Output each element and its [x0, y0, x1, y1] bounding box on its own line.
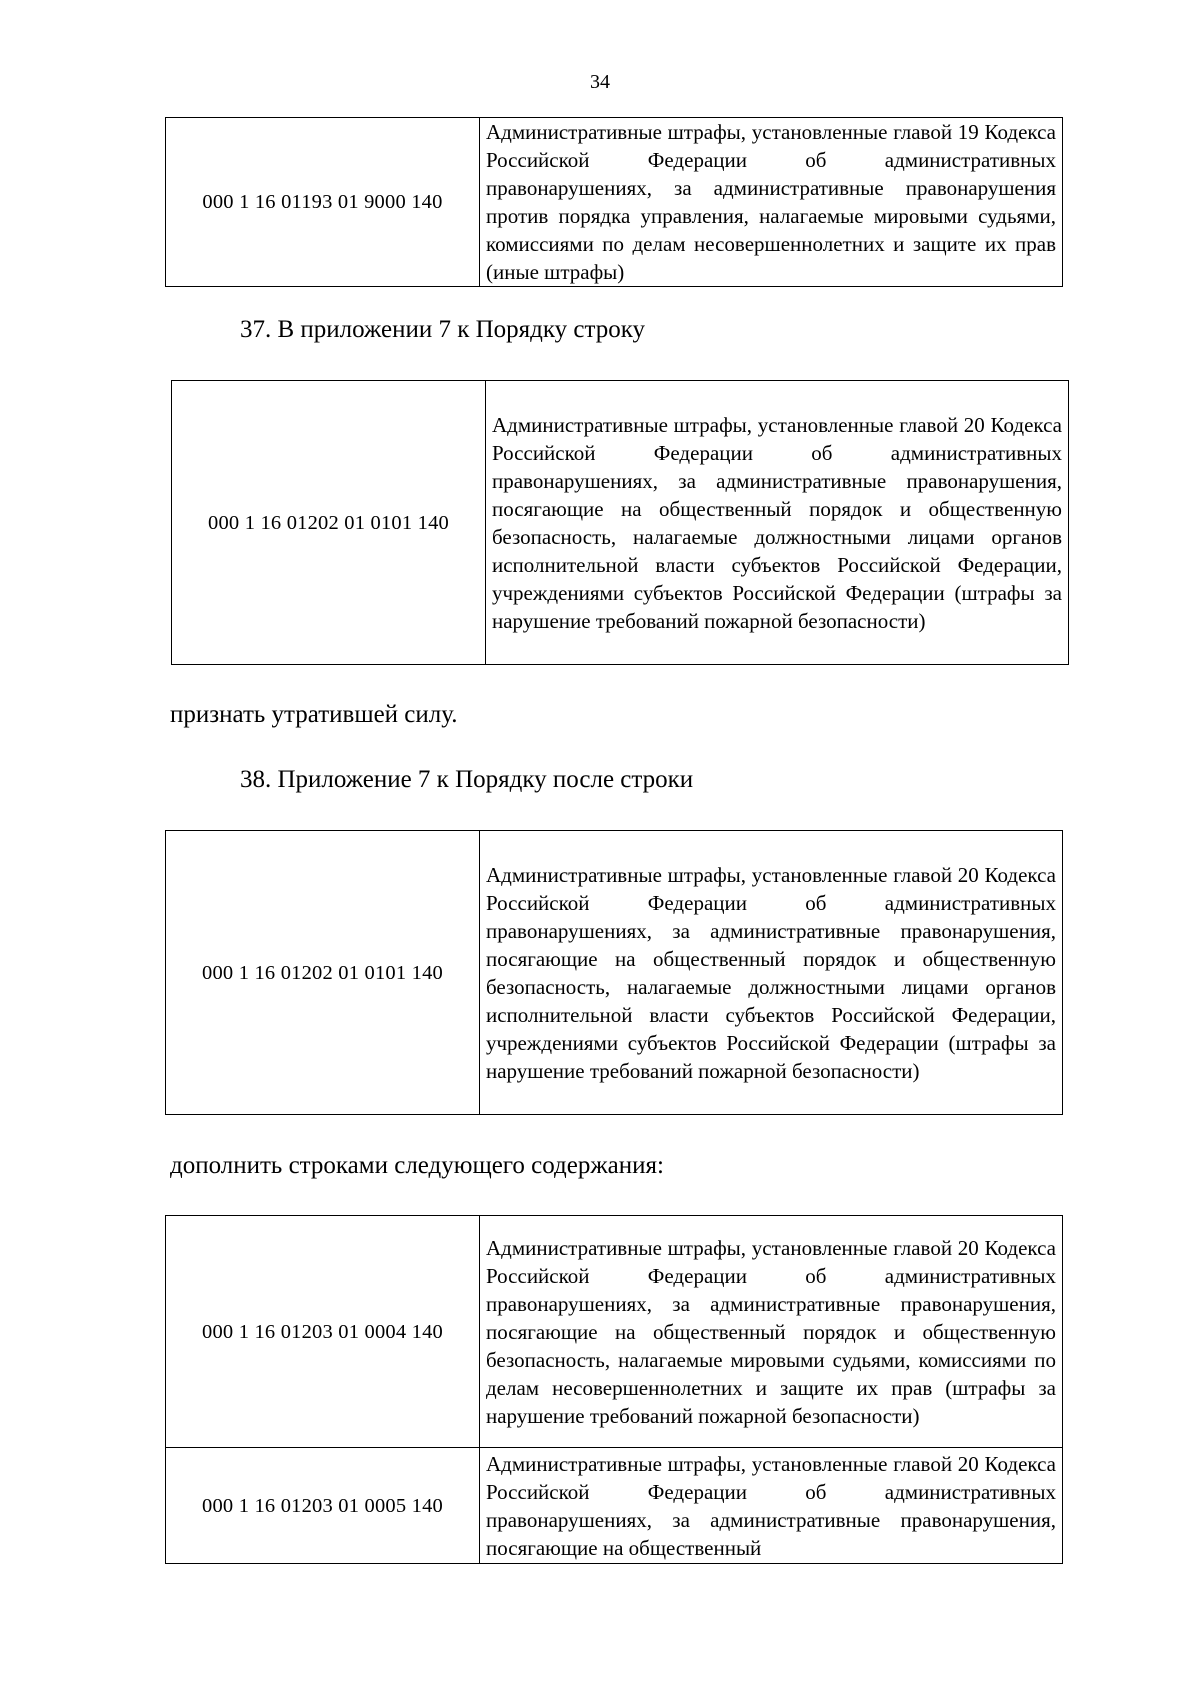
- revenue-description: Административные штрафы, установленные главой 20 Кодекса Российской Федерации об административных правонарушениях, за административные правонарушения, посягающие на общественный порядок и общественную безопасность, налагаемые должностными лицами органов исполнительной власти субъектов Российской Федерации, учреждениями субъектов Российской Федерации (штрафы за нарушение требований пожарной безопасности): [486, 381, 1069, 665]
- table-row: [166, 118, 1063, 287]
- page-number: 34: [590, 71, 610, 93]
- item-37-heading: 37. В приложении 7 к Порядку строку: [240, 316, 646, 343]
- table-row: [172, 381, 1069, 665]
- revenue-code: 000 1 16 01202 01 0101 140: [172, 381, 486, 665]
- code-table-37: [171, 380, 1069, 665]
- revenue-code: 000 1 16 01202 01 0101 140: [166, 831, 480, 1115]
- revenue-description: Административные штрафы, установленные главой 20 Кодекса Российской Федерации об административных правонарушениях, за административные правонарушения, посягающие на общественный порядок и общественную безопасность, налагаемые мировыми судьями, комиссиями по делам несовершеннолетних и защите их прав (штрафы за нарушение требований пожарной безопасности): [480, 1216, 1063, 1448]
- code-table-38: [165, 830, 1063, 1115]
- item-37-conclusion: признать утратившей силу.: [170, 701, 458, 728]
- revenue-code: 000 1 16 01203 01 0005 140: [166, 1448, 480, 1564]
- table-row: [166, 1448, 1063, 1564]
- revenue-code: 000 1 16 01203 01 0004 140: [166, 1216, 480, 1448]
- item-38-conclusion: дополнить строками следующего содержания:: [170, 1152, 664, 1179]
- item-38-heading: 38. Приложение 7 к Порядку после строки: [240, 766, 694, 793]
- table-row: [166, 1216, 1063, 1448]
- code-table-1: [165, 117, 1063, 287]
- revenue-description: Административные штрафы, установленные главой 19 Кодекса Российской Федерации об административных правонарушениях, за административные правонарушения против порядка управления, налагаемые мировыми судьями, комиссиями по делам несовершеннолетних и защите их прав (иные штрафы): [480, 118, 1063, 287]
- revenue-description: Административные штрафы, установленные главой 20 Кодекса Российской Федерации об административных правонарушениях, за административные правонарушения, посягающие на общественный порядок и общественную безопасность, налагаемые должностными лицами органов исполнительной власти субъектов Российской Федерации, учреждениями субъектов Российской Федерации (штрафы за нарушение требований пожарной безопасности): [480, 831, 1063, 1115]
- revenue-code: 000 1 16 01193 01 9000 140: [166, 118, 480, 287]
- new-rows-table: [165, 1215, 1063, 1564]
- table-row: [166, 831, 1063, 1115]
- revenue-description: Административные штрафы, установленные главой 20 Кодекса Российской Федерации об административных правонарушениях, за административные правонарушения, посягающие на общественный: [480, 1448, 1063, 1564]
